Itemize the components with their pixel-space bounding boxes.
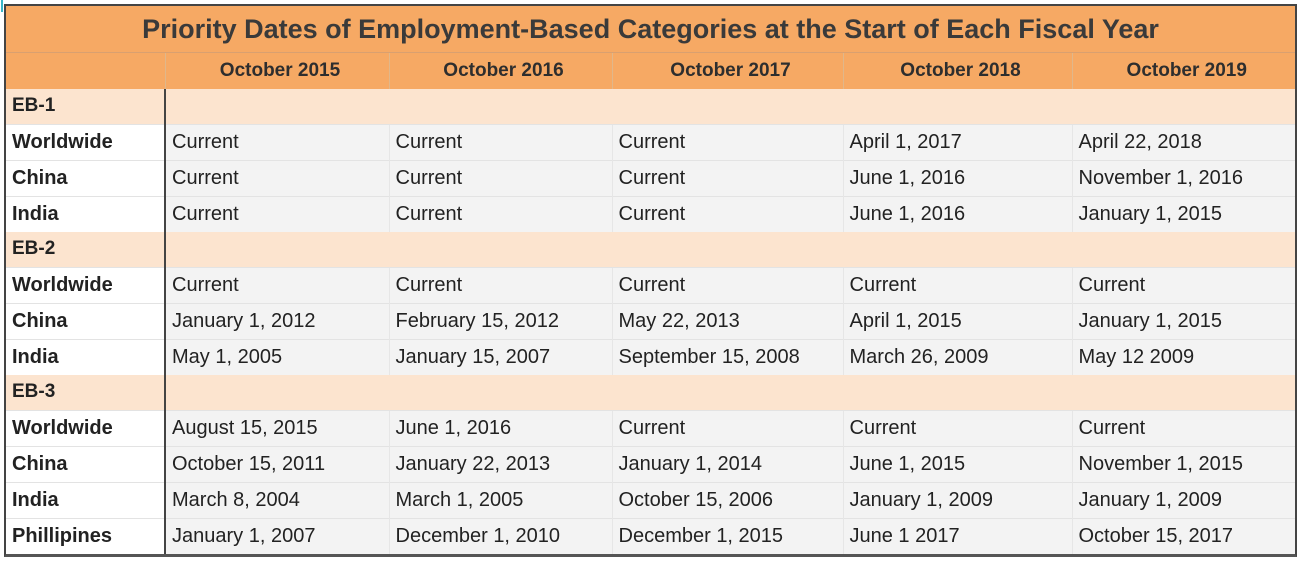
row-label[interactable]: Worldwide — [6, 267, 165, 303]
date-cell[interactable]: Current — [843, 267, 1072, 303]
row-label[interactable]: China — [6, 160, 165, 196]
table-row — [6, 267, 1295, 303]
header-row — [6, 53, 1295, 89]
date-cell[interactable]: June 1 2017 — [843, 518, 1072, 554]
category-row — [6, 232, 1295, 267]
category-label[interactable]: EB-1 — [6, 89, 165, 124]
date-cell[interactable]: November 1, 2016 — [1072, 160, 1295, 196]
category-label[interactable]: EB-3 — [6, 375, 165, 410]
category-row — [6, 375, 1295, 410]
date-cell[interactable]: Current — [612, 160, 843, 196]
date-cell[interactable]: October 15, 2011 — [165, 446, 389, 482]
row-label[interactable]: Worldwide — [6, 410, 165, 446]
date-cell[interactable]: Current — [389, 267, 612, 303]
date-cell[interactable]: January 15, 2007 — [389, 339, 612, 375]
date-cell[interactable]: January 1, 2012 — [165, 303, 389, 339]
category-band[interactable] — [165, 89, 1295, 124]
date-cell[interactable]: June 1, 2016 — [843, 196, 1072, 232]
table-row — [6, 160, 1295, 196]
date-cell[interactable]: March 1, 2005 — [389, 482, 612, 518]
date-cell[interactable]: Current — [1072, 410, 1295, 446]
row-label[interactable]: India — [6, 196, 165, 232]
date-cell[interactable]: Current — [612, 196, 843, 232]
column-header-oct-2017[interactable]: October 2017 — [612, 53, 843, 89]
category-band[interactable] — [165, 232, 1295, 267]
priority-dates-table — [4, 4, 1297, 557]
date-cell[interactable]: December 1, 2015 — [612, 518, 843, 554]
date-cell[interactable]: June 1, 2016 — [843, 160, 1072, 196]
column-header-oct-2018[interactable]: October 2018 — [843, 53, 1072, 89]
table-row — [6, 482, 1295, 518]
date-cell[interactable]: Current — [165, 124, 389, 160]
header-corner[interactable] — [6, 53, 165, 89]
table-row — [6, 410, 1295, 446]
column-header-oct-2015[interactable]: October 2015 — [165, 53, 389, 89]
column-header-oct-2019[interactable]: October 2019 — [1072, 53, 1295, 89]
table-row — [6, 518, 1295, 554]
date-cell[interactable]: January 1, 2015 — [1072, 196, 1295, 232]
category-band[interactable] — [165, 375, 1295, 410]
table-row — [6, 196, 1295, 232]
date-cell[interactable]: March 26, 2009 — [843, 339, 1072, 375]
date-cell[interactable]: Current — [843, 410, 1072, 446]
row-label[interactable]: India — [6, 339, 165, 375]
date-cell[interactable]: April 22, 2018 — [1072, 124, 1295, 160]
date-cell[interactable]: Current — [389, 196, 612, 232]
date-cell[interactable]: January 1, 2015 — [1072, 303, 1295, 339]
date-cell[interactable]: Current — [389, 160, 612, 196]
date-cell[interactable]: May 12 2009 — [1072, 339, 1295, 375]
date-cell[interactable]: April 1, 2015 — [843, 303, 1072, 339]
date-cell[interactable]: Current — [612, 267, 843, 303]
date-cell[interactable]: April 1, 2017 — [843, 124, 1072, 160]
date-cell[interactable]: Current — [389, 124, 612, 160]
category-label[interactable]: EB-2 — [6, 232, 165, 267]
date-cell[interactable]: Current — [165, 196, 389, 232]
date-cell[interactable]: November 1, 2015 — [1072, 446, 1295, 482]
date-cell[interactable]: Current — [165, 160, 389, 196]
date-cell[interactable]: January 1, 2014 — [612, 446, 843, 482]
table-row — [6, 124, 1295, 160]
row-label[interactable]: China — [6, 446, 165, 482]
date-cell[interactable]: June 1, 2015 — [843, 446, 1072, 482]
row-label[interactable]: Worldwide — [6, 124, 165, 160]
date-cell[interactable]: October 15, 2017 — [1072, 518, 1295, 554]
category-row — [6, 89, 1295, 124]
date-cell[interactable]: Current — [1072, 267, 1295, 303]
date-cell[interactable]: February 15, 2012 — [389, 303, 612, 339]
date-cell[interactable]: Current — [612, 410, 843, 446]
date-cell[interactable]: May 22, 2013 — [612, 303, 843, 339]
row-label[interactable]: Phillipines — [6, 518, 165, 554]
date-cell[interactable]: March 8, 2004 — [165, 482, 389, 518]
table-row — [6, 303, 1295, 339]
date-cell[interactable]: August 15, 2015 — [165, 410, 389, 446]
data-grid — [6, 53, 1295, 554]
date-cell[interactable]: January 22, 2013 — [389, 446, 612, 482]
date-cell[interactable]: January 1, 2007 — [165, 518, 389, 554]
date-cell[interactable]: October 15, 2006 — [612, 482, 843, 518]
date-cell[interactable]: September 15, 2008 — [612, 339, 843, 375]
date-cell[interactable]: June 1, 2016 — [389, 410, 612, 446]
table-row — [6, 339, 1295, 375]
table-title: Priority Dates of Employment-Based Categories at the Start of Each Fiscal Year — [6, 6, 1295, 53]
column-header-oct-2016[interactable]: October 2016 — [389, 53, 612, 89]
date-cell[interactable]: January 1, 2009 — [843, 482, 1072, 518]
row-label[interactable]: India — [6, 482, 165, 518]
date-cell[interactable]: December 1, 2010 — [389, 518, 612, 554]
date-cell[interactable]: Current — [165, 267, 389, 303]
date-cell[interactable]: Current — [612, 124, 843, 160]
row-label[interactable]: China — [6, 303, 165, 339]
table-row — [6, 446, 1295, 482]
date-cell[interactable]: May 1, 2005 — [165, 339, 389, 375]
date-cell[interactable]: January 1, 2009 — [1072, 482, 1295, 518]
